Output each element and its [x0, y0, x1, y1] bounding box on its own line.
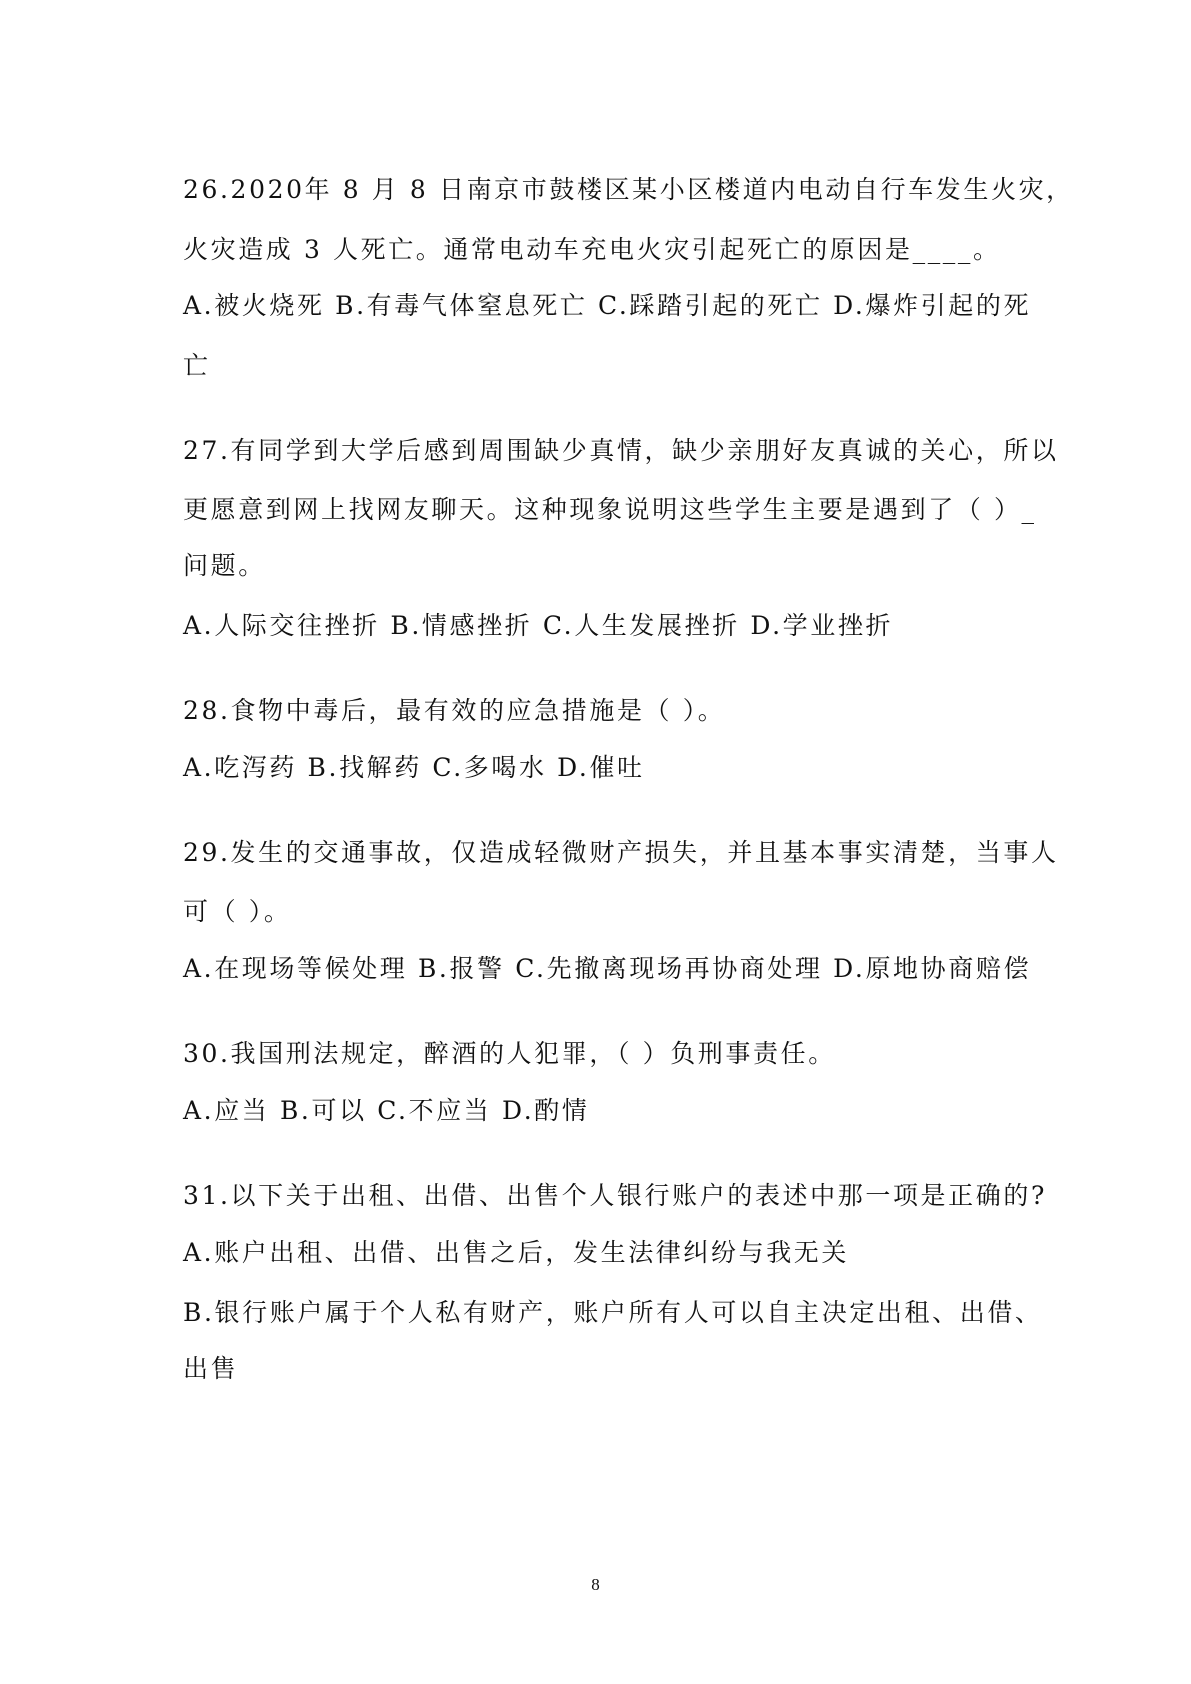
question-30-line-1: 30.我国刑法规定，醉酒的人犯罪，（ ）负刑事责任。 [183, 1039, 836, 1068]
question-31-line-1: 31.以下关于出租、出借、出售个人银行账户的表述中那一项是正确的? [183, 1181, 1047, 1210]
question-26-line-2: 火灾造成 3 人死亡。通常电动车充电火灾引起死亡的原因是____。 [183, 235, 1001, 264]
question-26-line-1: 26.2020年 8 月 8 日南京市鼓楼区某小区楼道内电动自行车发生火灾， [183, 175, 1074, 204]
question-29-line-1: 29.发生的交通事故，仅造成轻微财产损失，并且基本事实清楚，当事人 [183, 838, 1059, 867]
question-27-options: A.人际交往挫折 B.情感挫折 C.人生发展挫折 D.学业挫折 [183, 611, 894, 640]
question-28-line-1: 28.食物中毒后，最有效的应急措施是（ ）。 [183, 696, 726, 725]
question-31-option-a: A.账户出租、出借、出售之后，发生法律纠纷与我无关 [183, 1238, 850, 1267]
question-28-options: A.吃泻药 B.找解药 C.多喝水 D.催吐 [183, 753, 645, 782]
question-26-options-line-1: A.被火烧死 B.有毒气体窒息死亡 C.踩踏引起的死亡 D.爆炸引起的死 [183, 291, 1032, 320]
question-31-option-b-line-1: B.银行账户属于个人私有财产，账户所有人可以自主决定出租、出借、 [183, 1298, 1043, 1327]
question-26-options-line-2: 亡 [183, 351, 211, 380]
question-30-options: A.应当 B.可以 C.不应当 D.酌情 [183, 1096, 590, 1125]
page-number: 8 [591, 1575, 600, 1594]
question-29-options: A.在现场等候处理 B.报警 C.先撤离现场再协商处理 D.原地协商赔偿 [183, 954, 1032, 983]
question-29-line-2: 可（ ）。 [183, 897, 292, 926]
question-27-line-1: 27.有同学到大学后感到周围缺少真情，缺少亲朋好友真诚的关心，所以 [183, 436, 1059, 465]
question-31-option-b-line-2: 出售 [183, 1354, 239, 1383]
question-27-line-2: 更愿意到网上找网友聊天。这种现象说明这些学生主要是遇到了（ ）_ [183, 495, 1037, 524]
question-27-line-3: 问题。 [183, 551, 266, 580]
